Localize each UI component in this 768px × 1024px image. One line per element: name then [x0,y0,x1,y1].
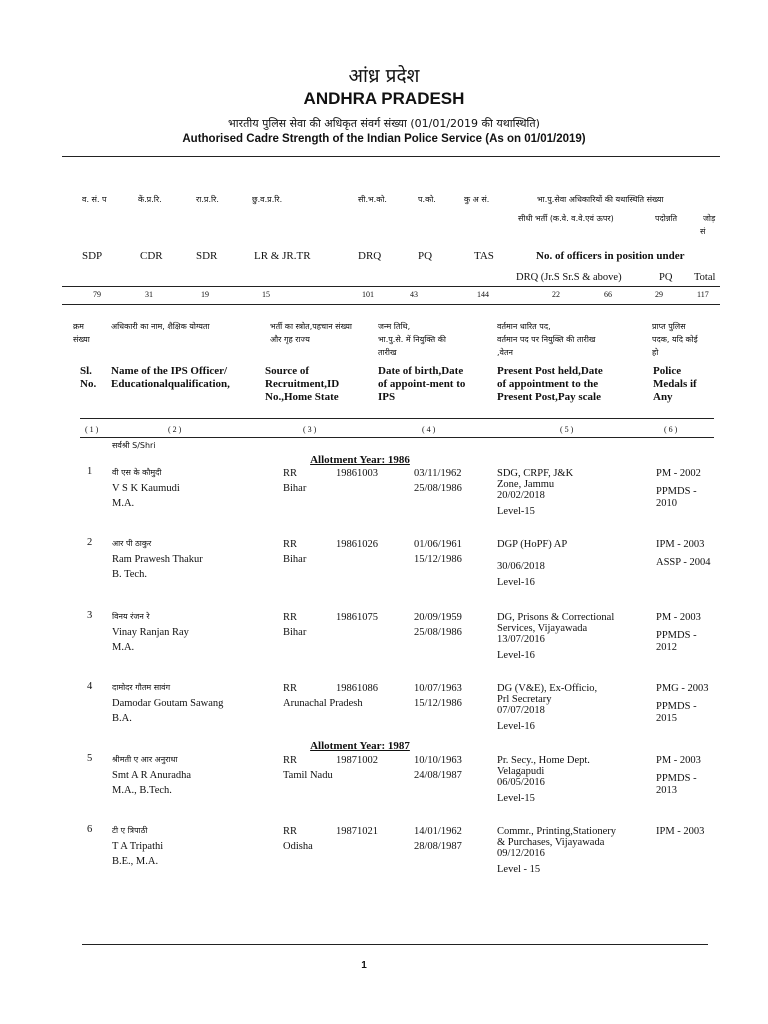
present-post-line: 06/05/2016 [497,777,545,788]
cadre-label-lr-jr: LR & JR.TR [254,250,311,262]
cadre-hi-label: व. सं. प [82,195,107,204]
header-medals: Police Medals if Any [653,365,697,403]
hi-header-medals: प्राप्त पुलिस पदक, यदि कोई हो [652,322,698,357]
present-post-line: Commr., Printing,Stationery [497,826,617,837]
officer-name: Damodar Goutam Sawang [112,698,224,709]
cadre-value: 101 [362,290,374,299]
cadre-hi-label: रा.प्र.रि. [196,195,219,204]
date-of-birth: 10/10/1963 [414,755,462,766]
cadre-label-cdr: CDR [140,250,163,262]
position-title-hindi: भा.पु.सेवा अधिकारियों की यथास्थिति संख्या [537,195,664,204]
police-medal: ASSP - 2004 [656,557,711,568]
home-state: Arunachal Pradesh [283,698,363,709]
header-dob: Date of birth,Date of appoint-ment to IPS [378,365,466,403]
home-state: Bihar [283,554,307,565]
police-medal: PPMDS - [656,773,697,784]
cadre-value: 66 [604,290,612,299]
present-post-line: SDG, CRPF, J&K [497,468,574,479]
hi-header-source: भर्ती का स्त्रोत,पहचान संख्या और गृह राज्य [270,322,352,344]
direct-recruit-hindi: सीधी भर्ती (क.वे. व.वे.एवं ऊपर) [518,214,614,223]
date-of-appointment: 25/08/1986 [414,627,462,638]
cadre-value: 19 [201,290,209,299]
total-hindi: जोड़ [703,214,716,223]
header-rule-top [80,418,714,419]
promotion-hindi: पदोन्नति [655,214,678,223]
recruitment-source: RR [283,826,298,837]
hi-header-dob: जन्म तिथि, भा.पु.से. में नियुक्ति की तारीख [378,322,446,357]
header-source: Source of Recruitment,ID No.,Home State [265,365,340,403]
police-medal: PPMDS - [656,486,697,497]
date-of-appointment: 15/12/1986 [414,698,462,709]
present-post-line: 07/07/2018 [497,705,545,716]
hi-header-sl: क्रम संख्या [73,322,90,344]
officer-name-hindi: टी ए त्रिपाठी [112,826,148,835]
police-medal: 2013 [656,785,677,796]
honorific: सर्वश्री S/Shri [112,441,156,450]
page-title: ANDHRA PRADESH [303,89,465,108]
cadre-label-tas: TAS [474,250,494,262]
police-medal: PM - 2002 [656,468,701,479]
officer-name: Ram Prawesh Thakur [112,554,203,565]
police-medal: 2010 [656,498,677,509]
position-sub-drq: DRQ (Jr.S Sr.S & above) [516,272,622,283]
footer-divider [82,944,708,945]
col-number: ( 4 ) [422,425,436,434]
cadre-value: 79 [93,290,101,299]
date-of-appointment: 15/12/1986 [414,554,462,565]
officer-id: 19861075 [336,612,378,623]
cadre-value: 29 [655,290,663,299]
recruitment-source: RR [283,612,298,623]
cadre-label-pq: PQ [418,250,433,262]
home-state: Odisha [283,841,313,852]
date-of-appointment: 28/08/1987 [414,841,462,852]
officer-id: 19861086 [336,683,378,694]
cadre-hi-label: कें.प्र.रि. [138,195,162,204]
position-sub-total: Total [694,272,716,283]
col-number: ( 1 ) [85,425,99,434]
hi-header-post: वर्तमान धारित पद, वर्तमान पद पर नियुक्ति की तारीख ,वेतन [497,322,596,357]
cadre-hi-label: प.को. [418,195,436,204]
qualification: B.A. [112,713,132,724]
col-number: ( 5 ) [560,425,574,434]
cadre-label-drq: DRQ [358,250,382,262]
total-hindi-2: सं [700,227,706,236]
qualification: M.A. [112,498,135,509]
serial-number: 6 [87,824,93,835]
police-medal: PPMDS - [656,701,697,712]
police-medal: PM - 2003 [656,755,701,766]
officer-name: Vinay Ranjan Ray [112,627,189,638]
cadre-value: 22 [552,290,560,299]
page-subtitle: Authorised Cadre Strength of the Indian Police Service (As on 01/01/2019) [182,133,586,145]
pay-level: Level-16 [497,721,535,732]
cadre-value: 43 [410,290,418,299]
date-of-appointment: 24/08/1987 [414,770,462,781]
recruitment-source: RR [283,755,298,766]
home-state: Bihar [283,627,307,638]
header-divider [62,156,720,157]
pay-level: Level - 15 [497,864,541,875]
officer-id: 19861026 [336,539,378,550]
header-rule-bottom [80,437,714,438]
position-title: No. of officers in position under [536,250,685,262]
serial-number: 2 [87,537,93,548]
serial-number: 1 [87,466,93,477]
home-state: Tamil Nadu [283,770,333,781]
pay-level: Level-15 [497,793,535,804]
present-post-line: & Purchases, Vijayawada [497,837,605,848]
officer-name-hindi: विनय रंजन रे [112,612,150,621]
serial-number: 3 [87,610,93,621]
cadre-value: 31 [145,290,153,299]
police-medal: 2012 [656,642,677,653]
cadre-label-sdr: SDR [196,250,218,262]
group-label: Allotment Year: 1987 [310,740,410,752]
present-post-line: DG, Prisons & Correctional [497,612,615,623]
cadre-label-sdp: SDP [82,250,103,262]
header-name: Name of the IPS Officer/ Educationalqualification, [111,365,230,390]
date-of-birth: 14/01/1962 [414,826,462,837]
hi-header-name: अधिकारी का नाम, शैक्षिक योग्यता [111,322,210,331]
officer-name: Smt A R Anuradha [112,770,192,781]
serial-number: 5 [87,753,93,764]
recruitment-source: RR [283,468,298,479]
police-medal: IPM - 2003 [656,826,705,837]
page-number: 1 [361,960,367,971]
officer-id: 19871002 [336,755,378,766]
header-sl: Sl. No. [80,365,97,390]
police-medal: IPM - 2003 [656,539,705,550]
recruitment-source: RR [283,683,298,694]
header-post: Present Post held,Date of appointment to the Present Post,Pay scale [497,365,603,403]
present-post-line: DGP (HoPF) AP [497,539,568,550]
officer-name: T A Tripathi [112,841,164,852]
pay-level: Level-15 [497,506,535,517]
present-post-line: Velagapudi [497,766,545,777]
qualification: M.A. [112,642,135,653]
qualification: M.A., B.Tech. [112,785,172,796]
officer-name: V S K Kaumudi [112,483,180,494]
present-post-line: Services, Vijayawada [497,623,588,634]
officer-id: 19871021 [336,826,378,837]
present-post-line: Zone, Jammu [497,479,555,490]
col-number: ( 6 ) [664,425,678,434]
qualification: B.E., M.A. [112,856,159,867]
police-medal: PMG - 2003 [656,683,709,694]
cadre-divider-top [62,286,720,287]
subtitle-hindi: भारतीय पुलिस सेवा की अधिकृत संवर्ग संख्या (01/01/2019 की यथास्थिति) [228,117,540,130]
pay-level: Level-16 [497,650,535,661]
date-of-birth: 03/11/1962 [414,468,462,479]
cadre-value: 144 [477,290,489,299]
pay-level: Level-16 [497,577,535,588]
home-state: Bihar [283,483,307,494]
col-number: ( 3 ) [303,425,317,434]
present-post-line: 30/06/2018 [497,561,545,572]
present-post-line: 20/02/2018 [497,490,545,501]
cadre-hi-label: कु अ सं. [464,195,490,204]
group-label: Allotment Year: 1986 [310,454,410,466]
present-post-line: 09/12/2016 [497,848,545,859]
date-of-birth: 10/07/1963 [414,683,462,694]
officer-name-hindi: आर पी ठाकुर [112,539,152,548]
col-number: ( 2 ) [168,425,182,434]
officer-name-hindi: वी एस के कौमुदी [112,468,162,477]
recruitment-source: RR [283,539,298,550]
qualification: B. Tech. [112,569,147,580]
present-post-line: Prl Secretary [497,694,552,705]
serial-number: 4 [87,681,93,692]
present-post-line: 13/07/2016 [497,634,545,645]
present-post-line: DG (V&E), Ex-Officio, [497,683,598,694]
police-medal: 2015 [656,713,677,724]
cadre-value: 117 [697,290,709,299]
police-medal: PM - 2003 [656,612,701,623]
officer-id: 19861003 [336,468,378,479]
officer-name-hindi: श्रीमती ए आर अनुराधा [112,755,178,764]
cadre-divider-bottom [62,304,720,305]
police-medal: PPMDS - [656,630,697,641]
cadre-hi-label: सी.भ.को. [358,195,387,204]
cadre-hi-label: छु.व.प्र.रि. [252,195,283,204]
cadre-value: 15 [262,290,270,299]
date-of-birth: 01/06/1961 [414,539,462,550]
position-sub-pq: PQ [659,272,673,283]
officer-name-hindi: दामोदर गौतम सावंग [112,683,171,692]
date-of-appointment: 25/08/1986 [414,483,462,494]
date-of-birth: 20/09/1959 [414,612,462,623]
present-post-line: Pr. Secy., Home Dept. [497,755,590,766]
title-hindi: आंध्र प्रदेश [348,65,420,87]
